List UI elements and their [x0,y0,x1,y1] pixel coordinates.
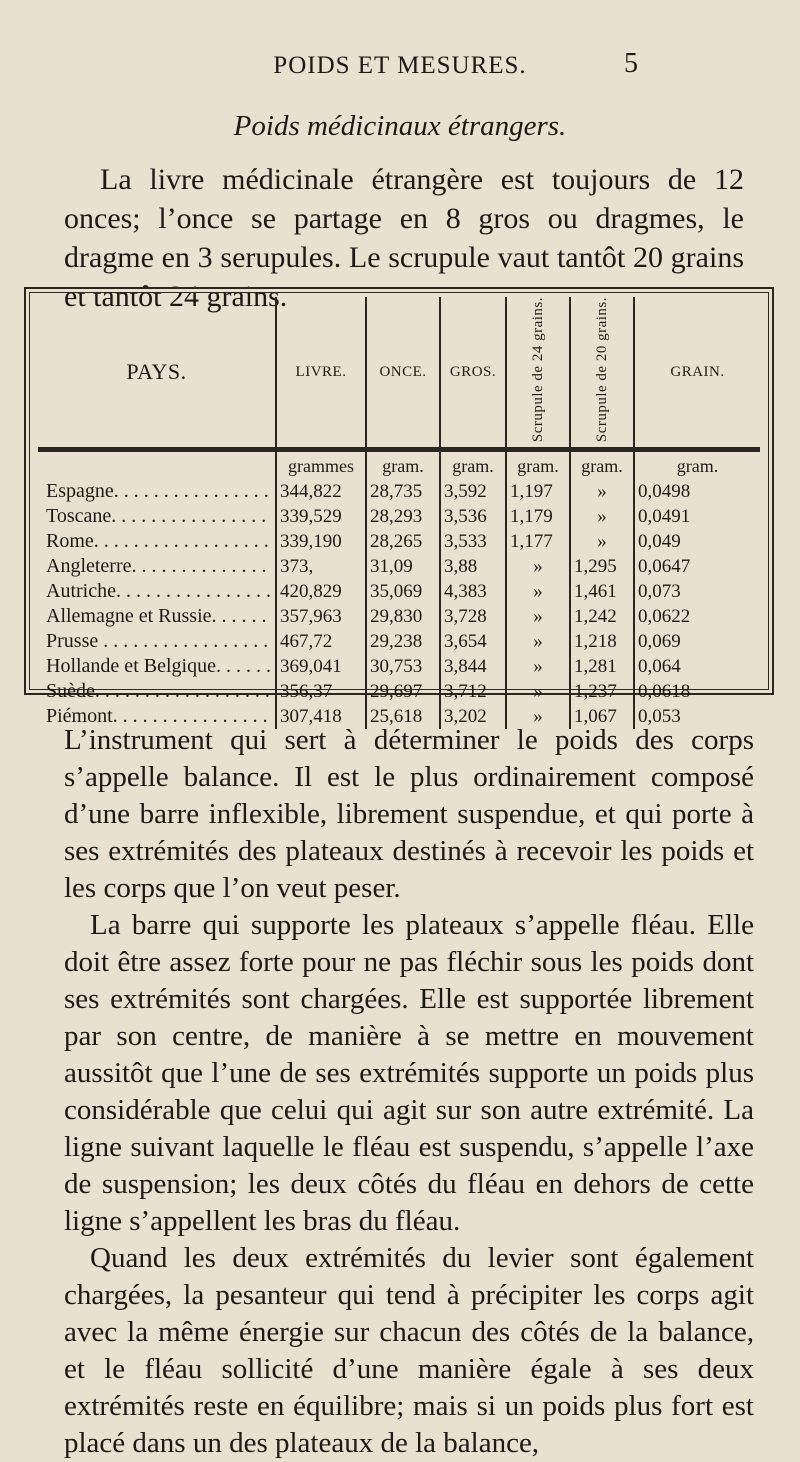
table-body [38,450,760,730]
table-header-row [38,297,760,450]
value-cell: 3,844 [440,654,506,679]
value-cell: » [506,629,570,654]
country-cell: Toscane. . . . . . . . . . . . . . . . [46,505,267,528]
header-scrupule-24 [506,297,570,450]
value-cell: 35,069 [366,579,440,604]
table-row [38,504,760,529]
value-cell: 0,0498 [634,479,760,504]
country-cell: Angleterre. . . . . . . . . . . . . . [46,555,267,578]
value-cell: 0,053 [634,704,760,729]
value-cell: 307,418 [276,704,366,729]
value-cell: 1,461 [570,579,634,604]
value-cell: 3,712 [440,679,506,704]
value-cell: » [506,654,570,679]
weights-table-frame [24,287,774,728]
value-cell: 373, [276,554,366,579]
paragraph-balance: L’instrument qui sert à déterminer le poids des corps s’appelle balance. Il est le plus ordinairement composé d’une barre inflexible, librement suspendue, et qui porte à ses extrémités des plateaux destinés à recevoir les poids et les corps que l’on veut peser. [64,724,754,904]
value-cell: 1,197 [506,479,570,504]
value-cell: » [506,579,570,604]
value-cell: 1,242 [570,604,634,629]
value-cell: 3,533 [440,529,506,554]
value-cell: 28,735 [366,479,440,504]
weights-table [38,297,760,729]
table-row [38,679,760,704]
value-cell: 1,237 [570,679,634,704]
paragraph-equilibre: Quand les deux extrémités du levier sont également chargées, la pesanteur qui tend à précipiter les corps agit avec la même énergie sur chacun des côtés de la balance, et le fléau sollicité d’une manière égale à ses deux extrémités reste en équilibre; mais si un poids plus fort est placé dans un des plateaux de la balance, [64,1242,754,1459]
value-cell: 1,177 [506,529,570,554]
running-head [0,44,800,88]
header-grain: GRAIN. [634,297,760,450]
value-cell: 0,0622 [634,604,760,629]
header-livre: LIVRE. [276,297,366,450]
table-row [38,579,760,604]
value-cell: 3,88 [440,554,506,579]
value-cell: 29,697 [366,679,440,704]
value-cell: 28,265 [366,529,440,554]
value-cell: 3,202 [440,704,506,729]
value-cell: » [506,679,570,704]
header-scrupule-24-label: Scrupule de 24 grains. [530,297,546,443]
country-cell: Rome. . . . . . . . . . . . . . . . . . [46,530,269,553]
value-cell: 467,72 [276,629,366,654]
value-cell: 0,0491 [634,504,760,529]
value-cell: 0,0618 [634,679,760,704]
units-cell: gram. [634,450,760,480]
units-cell: gram. [570,450,634,480]
country-cell: Suède. . . . . . . . . . . . . . . . . . [46,680,270,703]
value-cell: 1,067 [570,704,634,729]
value-cell: 30,753 [366,654,440,679]
value-cell: 0,069 [634,629,760,654]
value-cell: 3,654 [440,629,506,654]
units-cell: gram. [366,450,440,480]
country-cell: Prusse . . . . . . . . . . . . . . . . . [46,630,269,653]
section-title: Poids médicinaux étrangers. [233,110,567,142]
value-cell: 1,281 [570,654,634,679]
running-title: POIDS ET MESURES. [273,52,527,79]
country-cell: Hollande et Belgique. . . . . . [46,655,271,678]
units-cell: gram. [440,450,506,480]
value-cell: 344,822 [276,479,366,504]
value-cell: 339,529 [276,504,366,529]
value-cell: 357,963 [276,604,366,629]
paragraph-fleau: La barre qui supporte les plateaux s’appelle fléau. Elle doit être assez forte pour ne pas fléchir sous les poids dont ses extrémités sont chargées. Elle est supportée librement par son centre, de manière à se mettre en mouvement aussitôt que l’une de ses extrémités supporte un poids plus considérable que celui qui agit sur son autre extrémité. La ligne suivant laquelle le fléau est suspendu, s’appelle l’axe de suspension; les deux côtés du fléau en dehors de cette ligne s’appellent les bras du fléau. [64,909,754,1237]
body-text [64,722,754,1462]
country-cell: Piémont. . . . . . . . . . . . . . . . [46,705,268,728]
table-row [38,654,760,679]
header-scrupule-20-label: Scrupule de 20 grains. [594,297,610,443]
table-row [38,604,760,629]
units-row [38,450,760,480]
value-cell: » [570,529,634,554]
value-cell: 29,238 [366,629,440,654]
value-cell: » [506,554,570,579]
page-number: 5 [624,48,638,79]
country-cell: Allemagne et Russie. . . . . . [46,605,267,628]
value-cell: 25,618 [366,704,440,729]
value-cell: 0,064 [634,654,760,679]
header-gros: GROS. [440,297,506,450]
value-cell: » [570,479,634,504]
value-cell: 356,37 [276,679,366,704]
value-cell: 1,179 [506,504,570,529]
value-cell: 369,041 [276,654,366,679]
country-cell: Espagne. . . . . . . . . . . . . . . . [46,480,269,503]
value-cell: 28,293 [366,504,440,529]
table-row [38,479,760,504]
units-cell: grammes [276,450,366,480]
value-cell: 420,829 [276,579,366,604]
value-cell: 4,383 [440,579,506,604]
value-cell: 31,09 [366,554,440,579]
value-cell: 29,830 [366,604,440,629]
value-cell: » [506,704,570,729]
intro-paragraph: La livre médicinale étrangère est toujours de 12 onces; l’once se partage en 8 gros ou dragmes, le dragme en 3 serupules. Le scrupule vaut tantôt 20 grains et tantôt 24 grains. [64,163,744,313]
table-row [38,529,760,554]
value-cell: 339,190 [276,529,366,554]
value-cell: 1,295 [570,554,634,579]
value-cell: 3,728 [440,604,506,629]
value-cell: 1,218 [570,629,634,654]
header-once: ONCE. [366,297,440,450]
table-row [38,554,760,579]
value-cell: » [506,604,570,629]
units-cell [38,450,276,480]
country-cell: Autriche. . . . . . . . . . . . . . . . [46,580,271,603]
header-pays: PAYS. [38,297,276,450]
value-cell: 3,592 [440,479,506,504]
table-row [38,629,760,654]
value-cell: 0,0647 [634,554,760,579]
header-scrupule-20 [570,297,634,450]
value-cell: 0,049 [634,529,760,554]
value-cell: 3,536 [440,504,506,529]
value-cell: » [570,504,634,529]
units-cell: gram. [506,450,570,480]
value-cell: 0,073 [634,579,760,604]
